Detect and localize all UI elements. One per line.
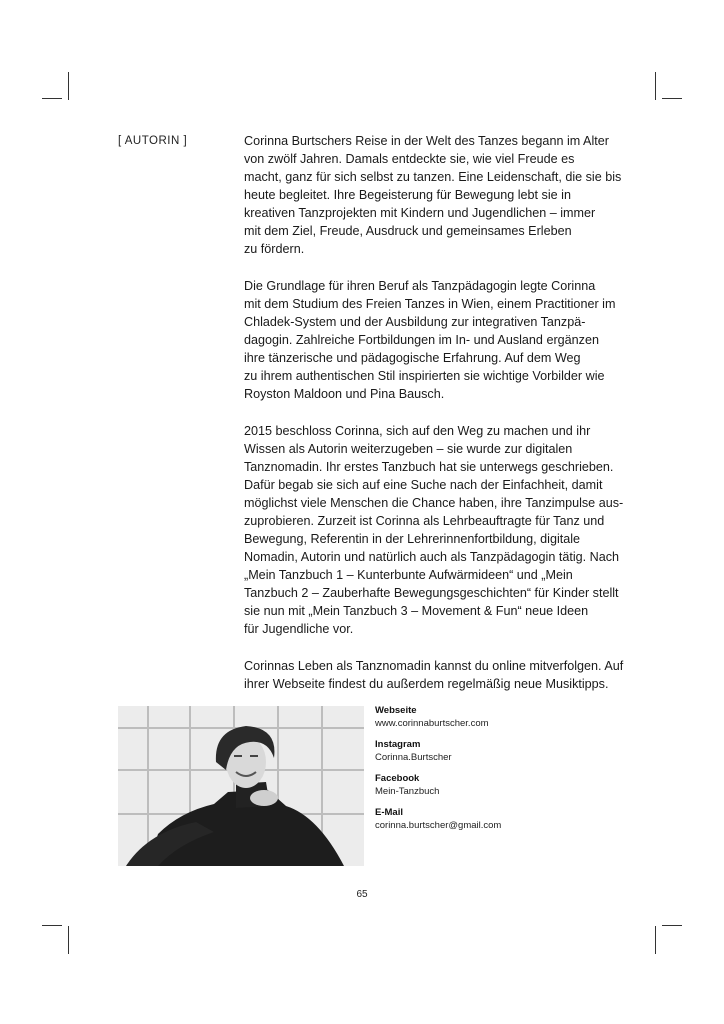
contact-email [375,806,675,833]
crop-mark-bottom-right-horizontal [662,925,682,926]
crop-mark-top-left-horizontal [42,98,62,99]
crop-mark-bottom-left-horizontal [42,925,62,926]
author-photo [118,706,364,866]
crop-mark-top-right-horizontal [662,98,682,99]
author-bio [244,132,644,712]
bio-paragraph: Corinna Burtschers Reise in der Welt des Tanzes begann im Alter von zwölf Jahren. Damals entdeckte sie, wie viel Freude es macht, ganz für sich selbst zu tanzen. Eine Leidenschaft, die sie bis heute begleitet. Ihre Begeisterung für Bewegung lebt sie in kreativen Tanzprojekten mit Kindern und Jugendlichen – immer mit dem Ziel, Freude, Ausdruck und gemeinsames Erleben zu fördern. [244,134,622,256]
contact-label: Facebook [375,773,420,784]
contact-list [375,704,675,840]
page-number: 65 [356,889,368,900]
bio-paragraph: Die Grundlage für ihren Beruf als Tanzpädagogin legte Corinna mit dem Studium des Freien Tanzes in Wien, einem Practitioner im Chladek-System und der Ausbildung zur integrativen Tanzpä- dagogin. Zahlreiche Fortbildungen im In- und Ausland ergänzen ihre tänzerische und pädagogische Erfahrung. Auf dem Weg zu ihrem authentischen Stil inspirierten sie wichtige Vorbilder wie Royston Maldoon und Pina Bausch. [244,279,616,401]
email-link[interactable]: corinna.burtscher@gmail.com [375,820,502,831]
bio-paragraph: 2015 beschloss Corinna, sich auf den Weg zu machen und ihr Wissen als Autorin weiterzugeben – sie wurde zur digitalen Tanznomadin. Ihr erstes Tanzbuch hat sie unterwegs geschrieben. Dafür begab sie sich auf eine Suche nach der Einfachheit, damit möglichst viele Menschen die Chance haben, ihre Tanzimpulse aus- zuprobieren. Zurzeit ist Corinna als Lehrbeauftragte für Tanz und Bewegung, Referentin in der Lehrerinnenfortbildung, digitale Nomadin, Autorin und natürlich auch als Tanzpädagogin tätig. Nach „Mein Tanzbuch 1 – Kunterbunte Aufwärmideen“ und „Mein Tanzbuch 2 – Zauberhafte Bewegungsgeschichten“ für Kinder stellt sie nun mit „Mein Tanzbuch 3 – Movement & Fun“ neue Ideen für Jugendliche vor. [244,424,624,636]
contact-website [375,704,675,731]
crop-mark-top-left-vertical [68,72,69,100]
instagram-handle[interactable]: Corinna.Burtscher [375,752,452,763]
crop-mark-bottom-right-vertical [655,926,656,954]
website-link[interactable]: www.corinnaburtscher.com [375,718,489,729]
section-label: [ AUTORIN ] [118,135,188,147]
facebook-page[interactable]: Mein-Tanzbuch [375,786,440,797]
contact-instagram [375,738,675,765]
contact-label: Instagram [375,739,421,750]
contact-label: Webseite [375,705,417,716]
crop-mark-bottom-left-vertical [68,926,69,954]
contact-facebook [375,772,675,799]
crop-mark-top-right-vertical [655,72,656,100]
bio-paragraph: Corinnas Leben als Tanznomadin kannst du online mitverfolgen. Auf ihrer Webseite findest du außerdem regelmäßig neue Musiktipps. [244,659,624,691]
contact-label: E-Mail [375,807,403,818]
